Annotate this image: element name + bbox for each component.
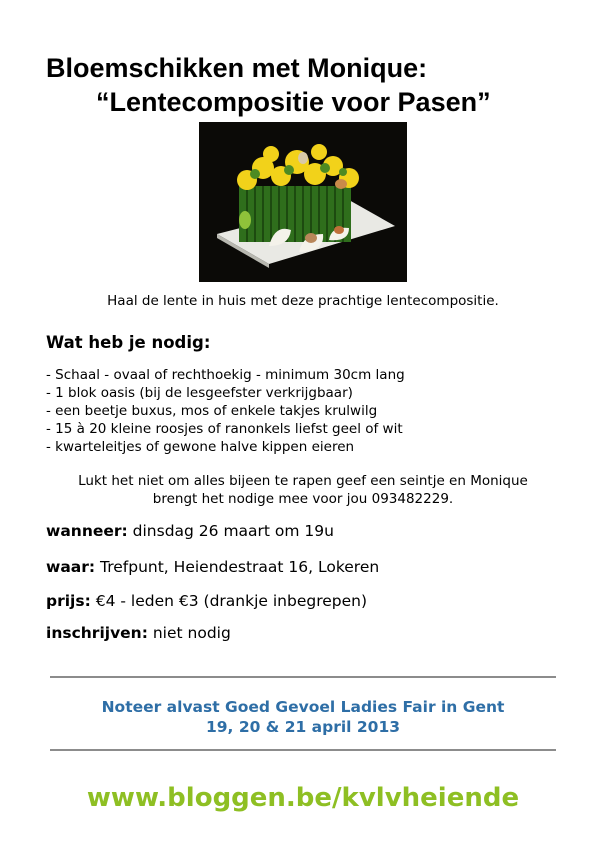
when-row (46, 521, 334, 541)
needs-heading: Wat heb je nodig: (46, 333, 211, 352)
intro-text: Haal de lente in huis met deze prachtige lentecompositie. (107, 293, 499, 309)
fair-line-2: 19, 20 & 21 april 2013 (205, 718, 401, 736)
delivery-note-line-2: brengt het nodige mee voor jou 093482229. (152, 491, 454, 507)
signup-value: niet nodig (152, 624, 231, 642)
fair-line-1: Noteer alvast Goed Gevoel Ladies Fair in Gent (101, 698, 505, 716)
price-value: €4 - leden €3 (drankje inbegrepen) (95, 592, 368, 610)
title-line-1: Bloemschikken met Monique: (46, 53, 428, 83)
needs-item: - 15 à 20 kleine roosjes of ranonkels liefst geel of wit (46, 421, 403, 437)
needs-item: - kwarteleitjes of gewone halve kippen eieren (46, 439, 355, 455)
when-label: wanneer: (46, 522, 128, 540)
price-label: prijs: (46, 592, 91, 610)
needs-list (46, 366, 405, 456)
fair-announcement (50, 697, 556, 737)
website-link[interactable]: www.bloggen.be/kvlvheiende (86, 783, 520, 813)
price-row (46, 591, 367, 611)
needs-item: - Schaal - ovaal of rechthoekig - minimum 30cm lang (46, 367, 405, 383)
when-value: dinsdag 26 maart om 19u (132, 522, 334, 540)
where-value: Trefpunt, Heiendestraat 16, Lokeren (100, 558, 380, 576)
signup-label: inschrijven: (46, 624, 148, 642)
where-label: waar: (46, 558, 96, 576)
where-row (46, 557, 379, 577)
flower-arrangement-photo (199, 122, 407, 282)
title-line-2: “Lentecompositie voor Pasen” (96, 87, 491, 117)
delivery-note-line-1: Lukt het niet om alles bijeen te rapen geef een seintje en Monique (78, 473, 528, 489)
signup-row (46, 623, 231, 643)
divider-top (50, 676, 556, 678)
delivery-note (0, 472, 606, 508)
needs-item: - 1 blok oasis (bij de lesgeefster verkrijgbaar) (46, 385, 353, 401)
needs-item: - een beetje buxus, mos of enkele takjes krulwilg (46, 403, 378, 419)
divider-bottom (50, 749, 556, 751)
